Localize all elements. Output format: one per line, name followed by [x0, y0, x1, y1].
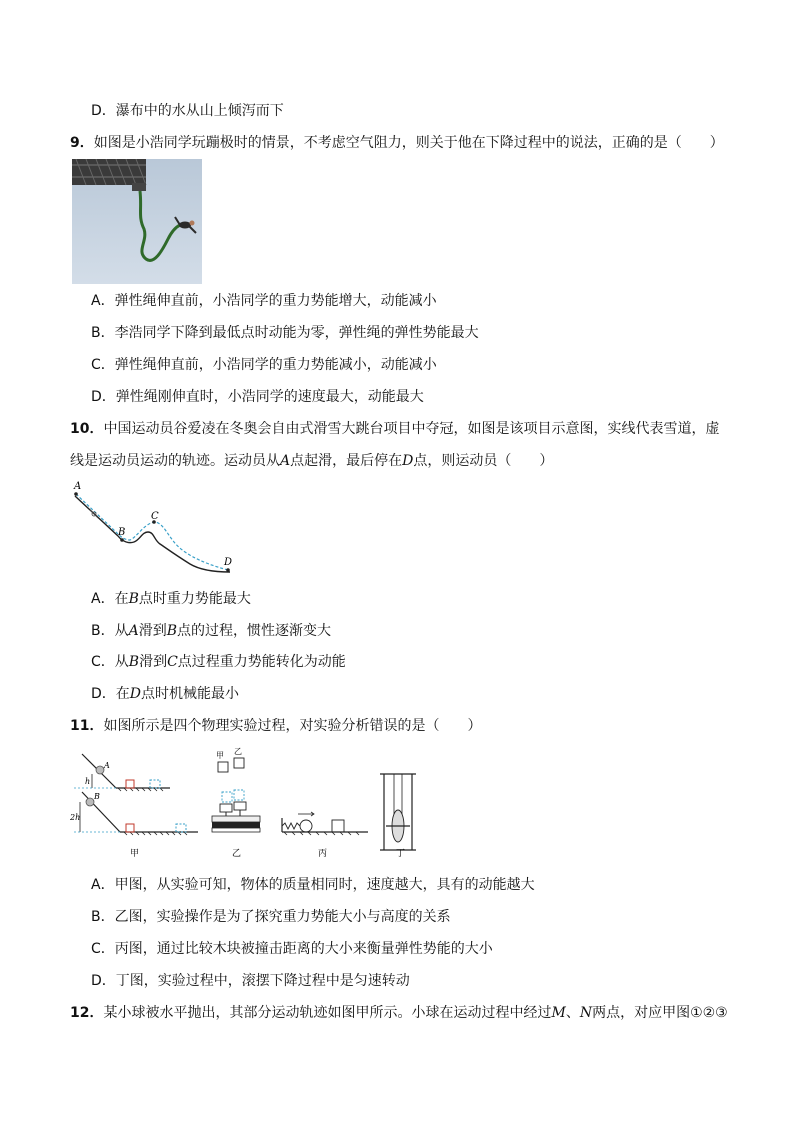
q10d-pre: D．在 — [91, 686, 130, 702]
q10d-post: 点时机械能最小 — [141, 686, 240, 702]
q10-option-c — [91, 652, 346, 672]
q10-var-a: A — [280, 453, 291, 469]
q9-option-a: A．弹性绳伸直前，小浩同学的重力势能增大，动能减小 — [91, 293, 437, 309]
q10c-mid: 滑到 — [139, 654, 168, 670]
q10-option-b — [91, 621, 331, 641]
point-d — [226, 568, 230, 572]
q9-option-b: B．李浩同学下降到最低点时动能为零，弹性绳的弹性势能最大 — [91, 325, 479, 341]
q10b-var1: A — [128, 623, 139, 639]
q9-number: 9． — [70, 135, 94, 151]
q10-stem-line2 — [70, 451, 553, 471]
q10-stem-text1: 中国运动员谷爱凌在冬奥会自由式滑雪大跳台项目中夺冠，如图是该项目示意图，实线代表雪道，虚 — [103, 421, 720, 437]
q10b-post: 点的过程，惯性逐渐变大 — [177, 623, 332, 639]
point-b — [120, 538, 124, 542]
experiment-ding — [380, 774, 416, 850]
q12-stem-text1: 某小球被水平抛出，其部分运动轨迹如图甲所示。小球在运动过程中经过 — [103, 1005, 552, 1021]
q12-number: 12． — [70, 1005, 104, 1021]
label-b: B — [118, 527, 126, 538]
experiment-bing — [282, 812, 368, 835]
q11-stem — [70, 716, 481, 736]
q10b-var2: B — [166, 623, 178, 639]
q12-var-n: N — [579, 1005, 593, 1021]
four-experiments-diagram — [70, 746, 420, 860]
label-c: C — [151, 511, 159, 522]
q10-stem-text2c: 点，则运动员（ ） — [413, 453, 554, 469]
q11-stem-text: 如图所示是四个物理实验过程，对实验分析错误的是（ ） — [103, 718, 482, 734]
jia-label-h: h — [85, 777, 91, 786]
bungee-photo — [72, 159, 202, 284]
q11-number: 11． — [70, 718, 104, 734]
q10c-post: 点过程重力势能转化为动能 — [177, 654, 346, 670]
experiment-yi — [212, 747, 260, 832]
yi-label-jia: 甲 — [216, 751, 224, 760]
q10b-mid: 滑到 — [138, 623, 167, 639]
point-a — [74, 492, 78, 496]
q12-var-m: M — [551, 1005, 566, 1021]
q10c-pre: C．从 — [91, 654, 129, 670]
jia-label-2h: 2h — [70, 813, 81, 822]
jia-label-a: A — [104, 761, 110, 770]
experiment-jia — [70, 754, 198, 835]
q10a-pre: A．在 — [91, 591, 129, 607]
label-d: D — [224, 557, 233, 568]
q10b-pre: B．从 — [91, 623, 129, 639]
q9-option-c: C．弹性绳伸直前，小浩同学的重力势能减小，动能减小 — [91, 357, 437, 373]
q10-number: 10． — [70, 421, 104, 437]
q9-option-d: D．弹性绳刚伸直时，小浩同学的速度最大，动能最大 — [91, 389, 424, 405]
q11-option-a: A．甲图，从实验可知，物体的质量相同时，速度越大，具有的动能越大 — [91, 877, 535, 893]
q12-sep: 、 — [565, 1005, 580, 1021]
q11-option-c: C．丙图，通过比较木块被撞击距离的大小来衡量弹性势能的大小 — [91, 941, 493, 957]
q10d-var: D — [129, 686, 142, 702]
q9-stem — [70, 133, 724, 153]
q12-stem-text2: 两点，对应甲图①②③ — [592, 1005, 728, 1021]
q10-stem-line1 — [70, 419, 719, 439]
q8-option-d: D．瀑布中的水从山上倾泻而下 — [91, 103, 284, 119]
q10a-post: 点时重力势能最大 — [138, 591, 251, 607]
q10a-var: B — [128, 591, 139, 607]
q10c-var2: C — [167, 654, 178, 670]
q10-option-d — [91, 684, 239, 704]
ski-track-diagram — [70, 478, 242, 580]
q9-stem-text: 如图是小浩同学玩蹦极时的情景，不考虑空气阻力，则关于他在下降过程中的说法，正确的是（ ） — [93, 135, 724, 151]
q10-var-d: D — [402, 453, 414, 469]
jia-label-b: B — [94, 792, 100, 801]
q12-stem — [70, 1003, 728, 1023]
caption-ding: 丁 — [396, 849, 406, 859]
caption-jia: 甲 — [130, 849, 140, 859]
q11-option-b: B．乙图，实验操作是为了探究重力势能大小与高度的关系 — [91, 909, 451, 925]
bungee-illustration — [72, 159, 202, 284]
yi-label-yi: 乙 — [234, 747, 242, 756]
q10c-var1: B — [128, 654, 140, 670]
q10-stem-text2a: 线是运动员运动的轨迹。运动员从 — [70, 453, 280, 469]
q10-stem-text2b: 点起滑，最后停在 — [290, 453, 403, 469]
q11-option-d: D．丁图，实验过程中，滚摆下降过程中是匀速转动 — [91, 973, 410, 989]
caption-yi: 乙 — [232, 849, 242, 859]
q10-option-a — [91, 589, 251, 609]
label-a: A — [74, 481, 82, 492]
caption-bing: 丙 — [318, 849, 328, 859]
